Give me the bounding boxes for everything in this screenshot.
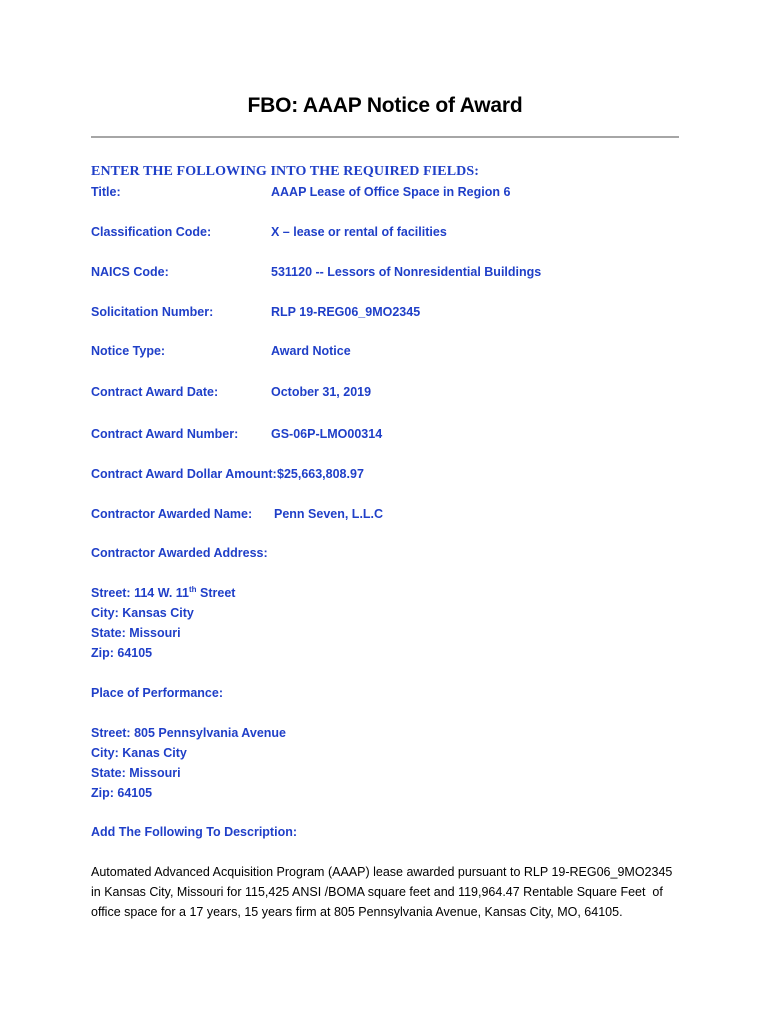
contractor-street-ordinal: th: [188, 584, 197, 594]
contractor-name-label: Contractor Awarded Name:: [91, 507, 253, 521]
description-line-1: Automated Advanced Acquisition Program (AAAP) lease awarded pursuant to RLP 19-REG06_9MO2345: [91, 865, 673, 879]
contract-award-number-label: Contract Award Number:: [91, 427, 239, 441]
notice-type-value: Award Notice: [271, 344, 351, 358]
contract-award-amount-label: Contract Award Dollar Amount:: [91, 467, 277, 481]
contractor-address-label: Contractor Awarded Address:: [91, 546, 268, 560]
description-line-3: office space for a 17 years, 15 years firm at 805 Pennsylvania Avenue, Kansas City, MO, 64105.: [91, 905, 623, 919]
notice-type-label: Notice Type:: [91, 344, 166, 358]
contractor-street-suffix: Street: [196, 586, 236, 600]
title-divider: [91, 136, 679, 138]
contractor-state: State: Missouri: [91, 626, 181, 640]
contractor-zip: Zip: 64105: [91, 646, 153, 660]
contract-award-amount-value: $25,663,808.97: [277, 467, 364, 481]
naics-code-value: 531120 -- Lessors of Nonresidential Buildings: [271, 265, 542, 279]
performance-city: City: Kanas City: [91, 746, 187, 760]
description-label: Add The Following To Description:: [91, 825, 297, 839]
contract-award-number-value: GS-06P-LMO00314: [271, 427, 383, 441]
contract-award-date-value: October 31, 2019: [271, 385, 372, 399]
contract-award-date-label: Contract Award Date:: [91, 385, 219, 399]
classification-code-value: X – lease or rental of facilities: [271, 225, 447, 239]
instructions-heading: ENTER THE FOLLOWING INTO THE REQUIRED FIELDS:: [91, 164, 480, 179]
description-paragraph: [91, 862, 681, 922]
document-title: FBO: AAAP Notice of Award: [247, 94, 523, 117]
contractor-city: City: Kansas City: [91, 606, 194, 620]
contractor-street: [91, 586, 235, 600]
title-label: Title:: [91, 185, 121, 199]
classification-code-label: Classification Code:: [91, 225, 212, 239]
title-value: AAAP Lease of Office Space in Region 6: [271, 185, 511, 199]
performance-zip: Zip: 64105: [91, 786, 153, 800]
solicitation-number-value: RLP 19-REG06_9MO2345: [271, 305, 421, 319]
contractor-name-value: Penn Seven, L.L.C: [274, 507, 384, 521]
performance-state: State: Missouri: [91, 766, 181, 780]
description-line-2: in Kansas City, Missouri for 115,425 ANSI /BOMA square feet and 119,964.47 Rentable Square Feet of: [91, 885, 663, 899]
solicitation-number-label: Solicitation Number:: [91, 305, 214, 319]
place-of-performance-label: Place of Performance:: [91, 686, 223, 700]
contractor-street-prefix: Street: 114 W. 11: [91, 586, 189, 600]
naics-code-label: NAICS Code:: [91, 265, 169, 279]
performance-street: Street: 805 Pennsylvania Avenue: [91, 726, 286, 740]
